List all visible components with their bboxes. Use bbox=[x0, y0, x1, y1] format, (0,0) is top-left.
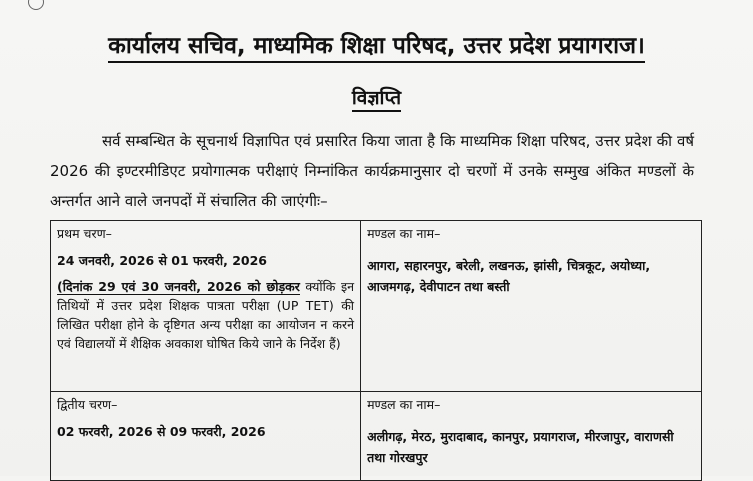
office-title-text: कार्यालय सचिव, माध्यमिक शिक्षा परिषद, उत्तर प्रदेश प्रयागराज। bbox=[108, 33, 645, 63]
phase-cell bbox=[51, 221, 361, 392]
notice-paragraph: सर्व सम्बन्धित के सूचनार्थ विज्ञापित एवं प्रसारित किया जाता है कि माध्यमिक शिक्षा परिषद, उत्तर प्रदेश की वर्ष 2026 की इण्टरमीडिएट प्रयोगात्मक परीक्षाएं निम्नांकित कार्यक्रमानुसार दो चरणों में उनके सम्मुख अंकित मण्डलों के अन्तर्गत आने वाले जनपदों में संचालित की जाएंगीः– bbox=[50, 132, 694, 210]
table-row bbox=[51, 392, 702, 481]
phase-label: प्रथम चरण– bbox=[57, 226, 112, 241]
table-row bbox=[51, 221, 702, 392]
phase-note-rest: क्योंकि इन तिथियों में उत्तर प्रदेश शिक्षक पात्रता परीक्षा (UP TET) की लिखित परीक्षा होने के दृष्टिगत अन्य परीक्षा का आयोजन न करने एवं विद्यालयों में शैक्षिक अवकाश घोषित किये जाने के निर्देश हैं) bbox=[57, 279, 355, 351]
phase-note bbox=[57, 277, 354, 353]
phase-dates: 24 जनवरी, 2026 से 01 फरवरी, 2026 bbox=[57, 253, 267, 268]
schedule-table bbox=[50, 220, 702, 481]
mandal-cell bbox=[361, 392, 702, 481]
phase-dates: 02 फरवरी, 2026 से 09 फरवरी, 2026 bbox=[57, 424, 266, 439]
phase-note-underlined: (दिनांक 29 एवं 30 जनवरी, 2026 को छोड़कर bbox=[57, 279, 300, 294]
punch-hole-mark bbox=[28, 0, 44, 10]
mandal-list: अलीगढ़, मेरठ, मुरादाबाद, कानपुर, प्रयागराज, मीरजापुर, वाराणसी तथा गोरखपुर bbox=[367, 429, 674, 465]
mandal-list: आगरा, सहारनपुर, बरेली, लखनऊ, झांसी, चित्रकूट, अयोध्या, आजमगढ़, देवीपाटन तथा बस्ती bbox=[367, 258, 651, 294]
office-title bbox=[0, 28, 753, 60]
notice-heading-text: विज्ञप्ति bbox=[352, 87, 401, 112]
phase-label: द्वितीय चरण– bbox=[57, 397, 118, 412]
mandal-cell bbox=[361, 221, 702, 392]
mandal-label: मण्डल का नाम– bbox=[367, 397, 441, 412]
phase-cell bbox=[51, 392, 361, 481]
mandal-label: मण्डल का नाम– bbox=[367, 226, 441, 241]
notice-heading bbox=[0, 84, 753, 110]
